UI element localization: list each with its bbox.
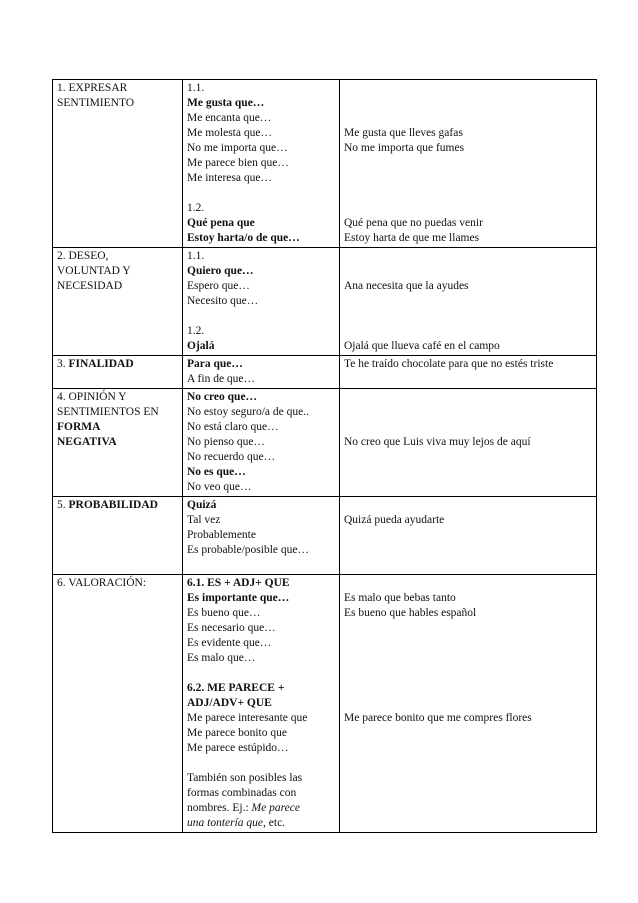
table-row bbox=[53, 497, 597, 575]
example: Quizá pueda ayudarte bbox=[344, 514, 445, 526]
example: Es malo que bebas tanto bbox=[344, 592, 456, 604]
sub-heading: Quizá bbox=[187, 499, 217, 511]
category-cell bbox=[53, 80, 183, 248]
category-line: VOLUNTAD Y bbox=[57, 265, 131, 277]
example: Es bueno que hables español bbox=[344, 607, 477, 619]
expression: Me encanta que… bbox=[187, 112, 272, 124]
examples-cell bbox=[340, 356, 597, 389]
expression: Me molesta que… bbox=[187, 127, 272, 139]
expressions-cell bbox=[183, 497, 340, 575]
expression: Espero que… bbox=[187, 280, 250, 292]
note-prefix: nombres. Ej.: bbox=[187, 802, 252, 814]
category-label: PROBABILIDAD bbox=[68, 499, 158, 511]
note-suffix: , etc. bbox=[263, 817, 286, 829]
expression: Probablemente bbox=[187, 529, 256, 541]
example: Me gusta que lleves gafas bbox=[344, 127, 463, 139]
expression: Me parece bonito que bbox=[187, 727, 287, 739]
expression: No está claro que… bbox=[187, 421, 279, 433]
example: Me parece bonito que me compres flores bbox=[344, 712, 532, 724]
expression: Necesito que… bbox=[187, 295, 259, 307]
category-line: SENTIMIENTO bbox=[57, 97, 135, 109]
examples-cell bbox=[340, 497, 597, 575]
examples-cell bbox=[340, 389, 597, 497]
expression: Es evidente que… bbox=[187, 637, 272, 649]
category-line: SENTIMIENTOS EN bbox=[57, 406, 159, 418]
note-line: formas combinadas con bbox=[187, 787, 297, 799]
category-label: FINALIDAD bbox=[68, 358, 134, 370]
category-cell bbox=[53, 248, 183, 356]
sub-heading: ADJ/ADV+ QUE bbox=[187, 697, 272, 709]
category-line: 6. VALORACIÓN: bbox=[57, 577, 147, 589]
sub-heading: Me gusta que… bbox=[187, 97, 265, 109]
table-row bbox=[53, 575, 597, 833]
grammar-table bbox=[52, 79, 597, 833]
table-row bbox=[53, 248, 597, 356]
sub-heading: No es que… bbox=[187, 466, 246, 478]
category-line: 4. OPINIÓN Y bbox=[57, 391, 127, 403]
expression: Me parece estúpido… bbox=[187, 742, 289, 754]
note-line: También son posibles las bbox=[187, 772, 303, 784]
expression: Es probable/posible que… bbox=[187, 544, 310, 556]
sub-heading: 6.1. ES + ADJ+ QUE bbox=[187, 577, 290, 589]
examples-cell bbox=[340, 575, 597, 833]
table-row bbox=[53, 80, 597, 248]
category-line: FORMA bbox=[57, 421, 101, 433]
note-example: una tontería que bbox=[187, 817, 264, 829]
expression: No pienso que… bbox=[187, 436, 265, 448]
category-cell bbox=[53, 389, 183, 497]
expression: Es malo que… bbox=[187, 652, 256, 664]
example: Te he traído chocolate para que no estés triste bbox=[344, 358, 554, 370]
example: Estoy harta de que me llames bbox=[344, 232, 480, 244]
examples-cell bbox=[340, 80, 597, 248]
sub-heading: Es importante que… bbox=[187, 592, 290, 604]
example: Ana necesita que la ayudes bbox=[344, 280, 469, 292]
example: Qué pena que no puedas venir bbox=[344, 217, 483, 229]
sub-number: 1.2. bbox=[187, 202, 205, 214]
expression: A fin de que… bbox=[187, 373, 256, 385]
category-cell bbox=[53, 497, 183, 575]
expressions-cell bbox=[183, 80, 340, 248]
category-cell bbox=[53, 356, 183, 389]
category-line: 1. EXPRESAR bbox=[57, 82, 128, 94]
expressions-cell bbox=[183, 575, 340, 833]
category-number: 3. bbox=[57, 358, 69, 370]
sub-heading: 6.2. ME PARECE + bbox=[187, 682, 285, 694]
table-row bbox=[53, 356, 597, 389]
sub-number: 1.2. bbox=[187, 325, 205, 337]
sub-heading: Qué pena que bbox=[187, 217, 255, 229]
note-example: Me parece bbox=[251, 802, 300, 814]
sub-heading: No creo que… bbox=[187, 391, 258, 403]
category-line: NEGATIVA bbox=[57, 436, 117, 448]
category-line: 2. DESEO, bbox=[57, 250, 109, 262]
expression: No veo que… bbox=[187, 481, 252, 493]
sub-heading: Para que… bbox=[187, 358, 243, 370]
category-line: NECESIDAD bbox=[57, 280, 123, 292]
expression: Me interesa que… bbox=[187, 172, 272, 184]
sub-number: 1.1. bbox=[187, 82, 205, 94]
sub-heading: Estoy harta/o de que… bbox=[187, 232, 300, 244]
expression: Me parece interesante que bbox=[187, 712, 308, 724]
example: No me importa que fumes bbox=[344, 142, 465, 154]
expression: Me parece bien que… bbox=[187, 157, 289, 169]
expression: No me importa que… bbox=[187, 142, 288, 154]
expressions-cell bbox=[183, 389, 340, 497]
sub-number: 1.1. bbox=[187, 250, 205, 262]
category-number: 5. bbox=[57, 499, 69, 511]
expression: Es necesario que… bbox=[187, 622, 276, 634]
expression: Es bueno que… bbox=[187, 607, 261, 619]
expression: No recuerdo que… bbox=[187, 451, 276, 463]
example: No creo que Luis viva muy lejos de aquí bbox=[344, 436, 531, 448]
examples-cell bbox=[340, 248, 597, 356]
sub-heading: Quiero que… bbox=[187, 265, 254, 277]
expression: Tal vez bbox=[187, 514, 221, 526]
expression: No estoy seguro/a de que.. bbox=[187, 406, 309, 418]
expressions-cell bbox=[183, 248, 340, 356]
sub-heading: Ojalá bbox=[187, 340, 215, 352]
category-cell bbox=[53, 575, 183, 833]
table-row bbox=[53, 389, 597, 497]
example: Ojalá que llueva café en el campo bbox=[344, 340, 500, 352]
expressions-cell bbox=[183, 356, 340, 389]
